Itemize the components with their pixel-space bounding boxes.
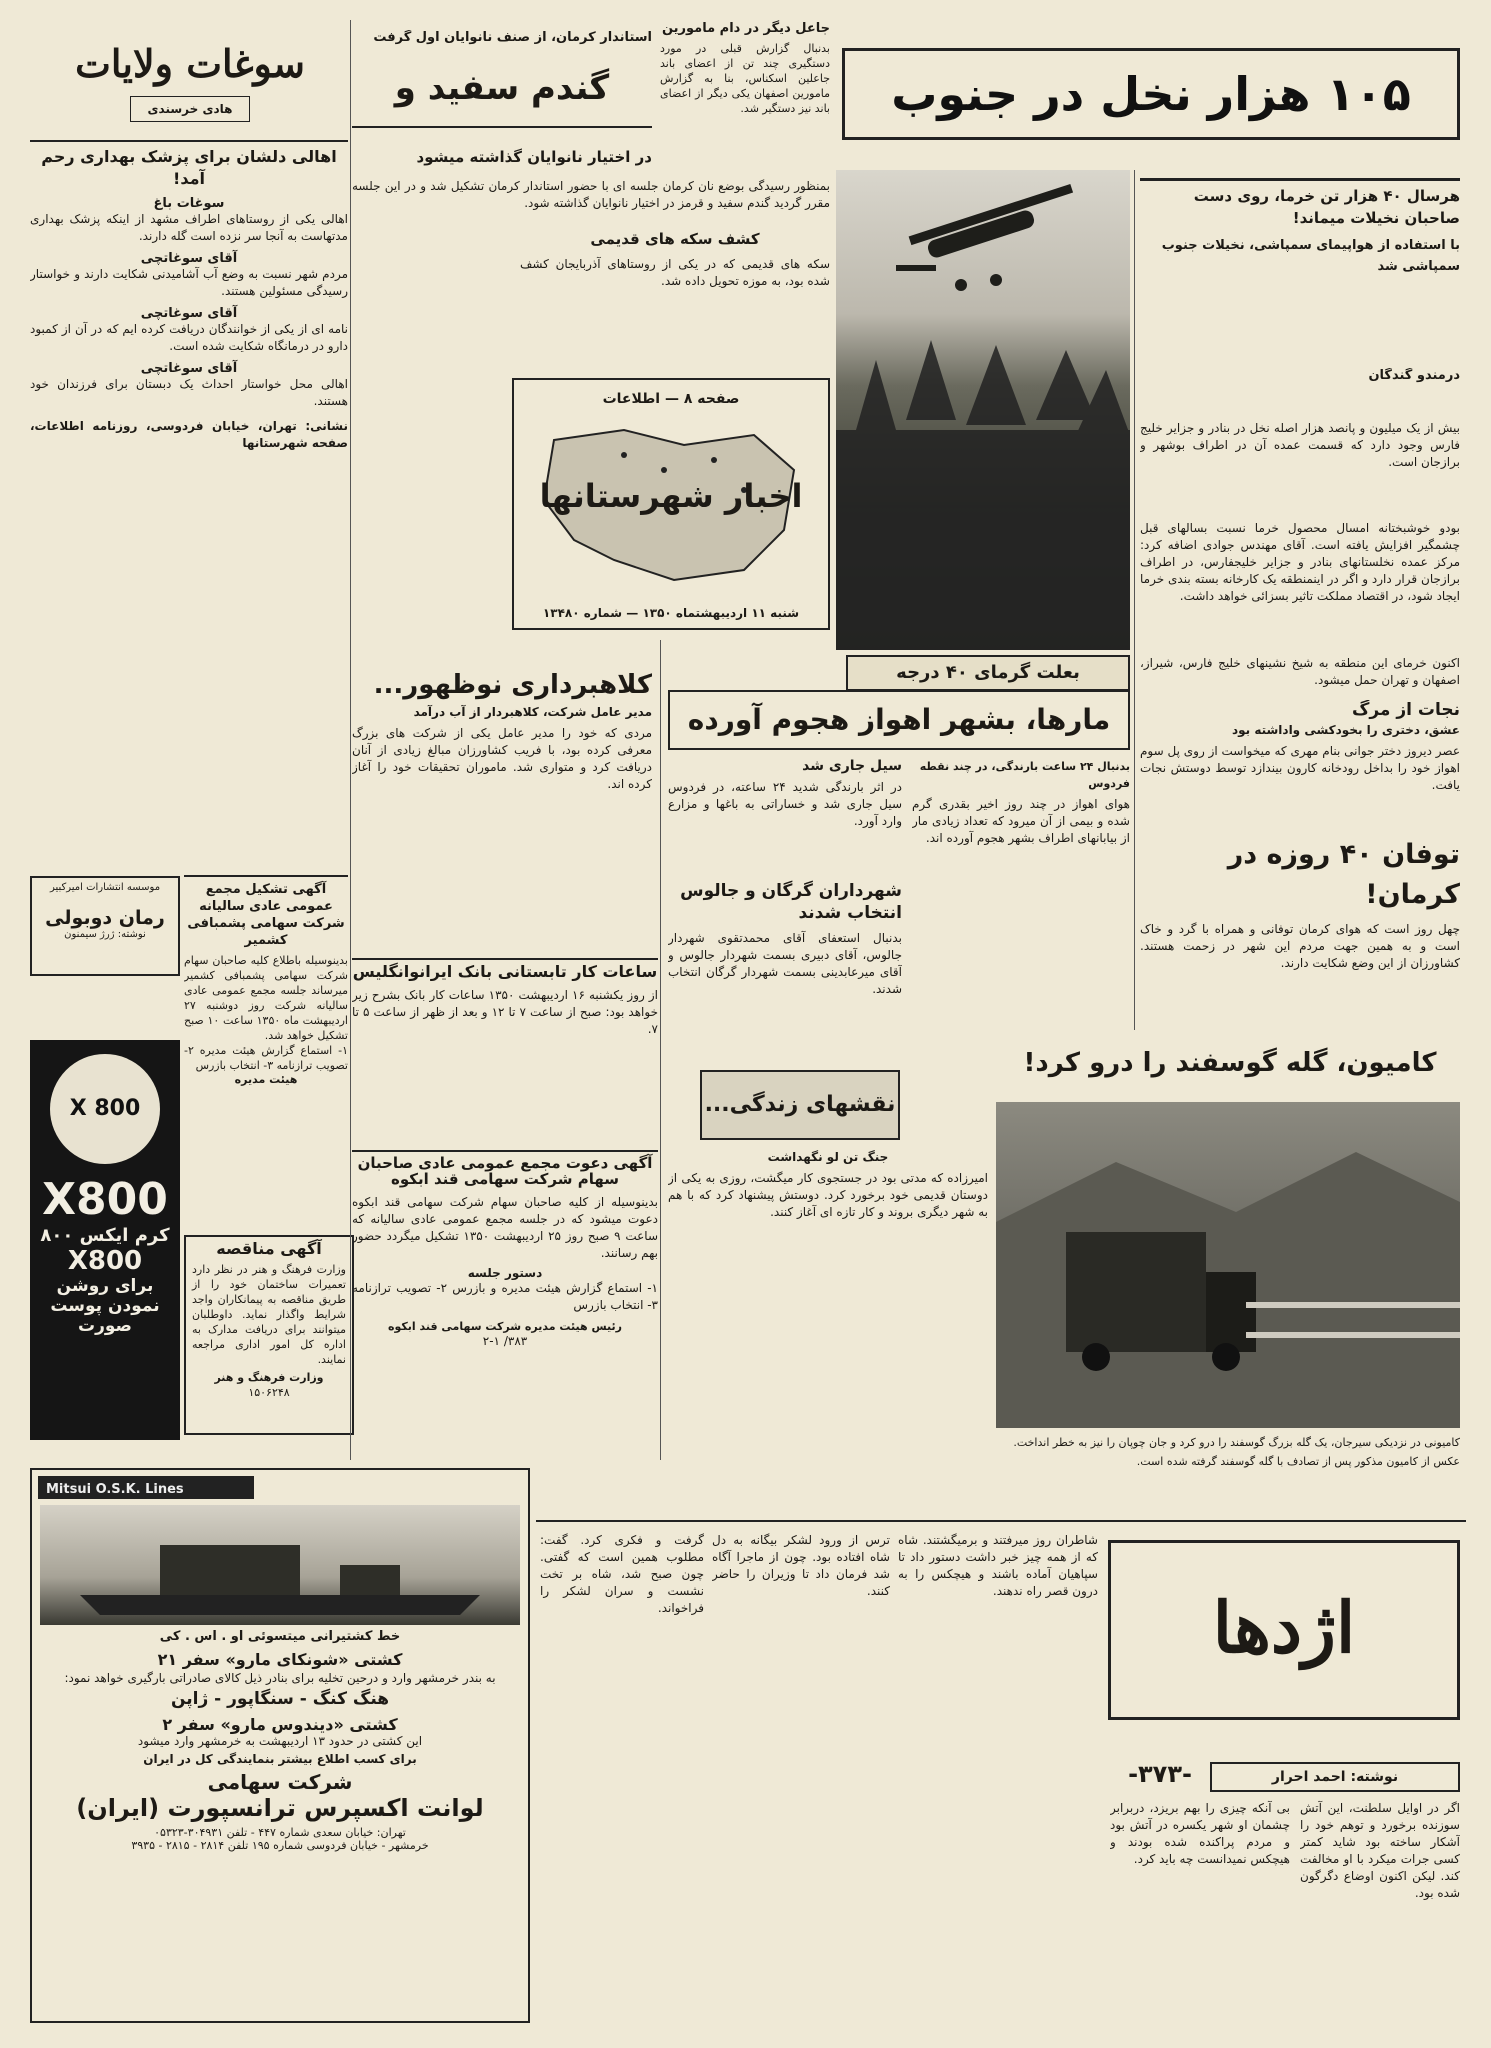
badge-date: شنبه ۱۱ اردیبهشتماه ۱۳۵۰ — شماره ۱۳۴۸۰ (542, 606, 800, 621)
shipping-address: تهران: خیابان سعدی شماره ۴۴۷ - تلفن ۳۰۴۹۳۱-۰۵۳۲۳ (154, 1826, 406, 1839)
doctors-section-text: اهالی یکی از روستاهای اطراف مشهد از اینکه پزشک بهداری مدتهاست به آنجا سر نزده است گله دارند. (30, 212, 348, 243)
x800-ad (30, 1040, 180, 1440)
kashmir-meeting-text: بدینوسیله باطلاع کلیه صاحبان سهام شرکت سهامی پشمبافی کشمیر میرساند جلسه مجمع عمومی عادی سالیانه شرکت روز دوشنبه ۲۷ اردیبهشت ماه ۱۳۵۰ ساعت ۱۰ صبح تشکیل خواهد شد. (184, 954, 348, 1042)
x800-line4: نمودن پوست (50, 1296, 160, 1316)
novel-ad (30, 876, 180, 976)
doctors-section-text: مردم شهر نسبت به وضع آب آشامیدنی شکایت دارند و خواستار رسیدگی مسئولین هستند. (30, 267, 348, 298)
truck-caption-text-2: عکس از کامیون مذکور پس از تصادف با گله گوسفند گرفته شده است. (1136, 1455, 1460, 1468)
life-roles-text: امیرزاده که مدتی بود در جستجوی کار میگشت، روزی به یکی از دوستان قدیمی خود برخورد کرد. دوستش پیشنهاد کرد که با هم به شهر دیگری بروند و کار تازه ای آغاز کنند. (668, 1171, 988, 1219)
truck-headline-wrap (1000, 1040, 1460, 1088)
voyage2-title: کشتی «دیندوس مارو» سفر ۲ (162, 1715, 398, 1734)
kerman-storm-headline: توفان ۴۰ روزه در کرمان! (1227, 839, 1460, 910)
wheat-kicker: استاندار کرمان، از صنف نانوایان اول گرفت (373, 30, 652, 45)
wheat-headline-box (352, 52, 652, 128)
ports: هنگ کنگ - سنگاپور - ژاپن (170, 1689, 390, 1709)
tender-title: آگهی مناقصه (216, 1239, 322, 1258)
truck-photo (996, 1102, 1460, 1428)
doctors-section-head: سوغات باغ (153, 196, 225, 211)
shipping-info: برای کسب اطلاع بیشتر بنمایندگی کل در ایران (143, 1752, 417, 1766)
snakes-col2 (668, 758, 902, 878)
serial-col3-text: شاطران روز میرفتند و برمیگشتند. شاه که از همه چیز خبر داشت دستور داد تا سپاهیان آماده باشند و هیچکس را به درون قصر راه ندهند. (898, 1533, 1098, 1598)
bank-hours-headline: ساعات کار تابستانی بانک ایرانوانگلیس (352, 962, 658, 981)
wheat-text-p: بمنظور رسیدگی بوضع نان کرمان جلسه ای با حضور استاندار کرمان تشکیل شد و در این جلسه مقرر گردید گندم سفید و قرمز در اختیار نانوایان گذاشته شود. (352, 179, 830, 210)
x800-jar-brand: X 800 (69, 1096, 141, 1121)
snakes-col1-head: بدنبال ۲۴ ساعت بارندگی، در چند نقطه فردوس (919, 760, 1130, 790)
shipping-company2: لوانت اکسپرس ترانسپورت (ایران) (76, 1794, 484, 1822)
serial-col5-text: گرفت و فکری کرد. گفت: مطلوب همین است که گفتی. چون صبح شد، شاه بر تخت نشست و سران لشکر را فراخواند. (540, 1533, 704, 1615)
rescue-subhead: عشق، دختری را بخودکشی واداشته بود (1231, 723, 1460, 737)
x800-line2: X800 (67, 1246, 143, 1276)
ship-photo (40, 1505, 520, 1625)
voyage2-text: این کشتی در حدود ۱۳ اردیبهشت به خرمشهر وارد میشود (137, 1734, 423, 1748)
mayors-headline: شهرداران گرگان و جالوس انتخاب شدند (680, 881, 902, 923)
serial-col1-text: اگر در اوایل سلطنت، این آتش سوزنده برخورد و توهم خود را آشکار ساخته بود شاید کمتر کسی جرات میکرد با او مخالفت کند. لیکن اکنون اوضاع دگرگون شده بود. (1300, 1801, 1460, 1900)
top-story-headline: ۱۰۵ هزار نخل در جنوب (891, 67, 1411, 121)
tender-block (184, 1235, 354, 1435)
shipping-brand-bar (38, 1476, 254, 1499)
tender-code: ۱۵۰۶۲۴۸ (248, 1385, 290, 1399)
serial-col3 (898, 1532, 1098, 2022)
mayors-block (668, 880, 902, 1100)
kashmir-meeting-block (184, 875, 348, 1220)
top-story-paras-visible (1140, 520, 1460, 660)
masthead-editor-box (130, 96, 250, 122)
tender-text: وزارت فرهنگ و هنر در نظر دارد تعمیرات ساختمان خود را از طریق مناقصه به پیمانکاران واجد شرایط واگذار نماید. داوطلبان میتوانند برای دریافت مدارک به اداره کل امور اداری مراجعه نمایند. (192, 1262, 346, 1366)
doctors-section-3 (30, 361, 348, 410)
top-story-para1: بودو خوشبختانه امسال محصول خرما نسبت بسالهای قبل چشمگیر افزایش یافته است. آقای مهندس جوادی اضافه کرد: مرکز عمده نخلستانهای بنادر و جزایر خلیجفارس، در اطراف برازجان قرار دارد و اگر در اینمنطقه یک کارخانه بسته بندی خرما ایجاد شود، در اقتصاد مملکت تاثیر بسزائی خواهد داشت. (1140, 521, 1460, 603)
novel-ad-author: نوشته: ژرژ سیمنون (64, 929, 146, 940)
wheat-text (352, 178, 830, 238)
serial-title-box (1108, 1540, 1460, 1720)
serial-title: اژدها (1212, 1586, 1356, 1669)
serial-number: -۳۷۳- (1128, 1760, 1192, 1788)
rule-1 (350, 20, 351, 1460)
doctors-section-0 (30, 196, 348, 245)
kerman-storm-block (1140, 835, 1460, 1035)
doctors-section-head: آقای سوغاتچی (140, 251, 238, 266)
bank-hours-text: از روز یکشنبه ۱۶ اردیبهشت ۱۳۵۰ ساعات کار بانک بشرح زیر خواهد بود: صبح از ساعت ۷ تا ۱۲ و بعد از ظهر از ساعت ۵ تا ۷. (352, 987, 658, 1036)
badge-title: اخبار شهرستانها (539, 477, 803, 515)
jail-block (660, 20, 830, 200)
truck-caption (996, 1435, 1460, 1515)
rule-2 (660, 640, 661, 1460)
snakes-col2-text: در اثر بارندگی شدید ۲۴ ساعته، در فردوس سیل جاری شد و خساراتی به باغها و مزارع وارد آورد. (668, 780, 902, 828)
top-story-lead-text: با استفاده از هواپیمای سمپاشی، نخیلات جنوب سمپاشی شد (1161, 238, 1460, 274)
racket-block (352, 672, 652, 952)
mayors-text: بدنبال استعفای آقای محمدتقوی شهردار جالوس، آقای دبیری بسمت شهردار جالوس و آقای میرعابدینی بسمت شهردار گرگان انتخاب شدند. (668, 931, 902, 996)
kerman-storm-text: چهل روز است که هوای کرمان توفانی و همراه با گرد و خاک است و به همین جهت مردم این شهر در زحمت هستند. کشاورزان از این وضع شکایت دارند. (1140, 922, 1460, 970)
serial-col4 (712, 1532, 890, 2022)
ship-caption: خط کشتیرانی میتسوئی او . اس . کی (159, 1629, 401, 1644)
serial-col5 (540, 1532, 704, 2022)
snakes-kicker: بعلت گرمای ۴۰ درجه (896, 662, 1080, 683)
x800-jar (50, 1054, 160, 1164)
coins-text (520, 256, 830, 356)
kashmir-meeting-agenda: ۱- استماع گزارش هیئت مدیره ۲- تصویب ترازنامه ۳- انتخاب بازرس (184, 1044, 348, 1072)
shipping-branches: خرمشهر - خیابان فردوسی شماره ۱۹۵ تلفن ۲۸۱۴ - ۲۸۱۵ - ۳۹۳۵ (131, 1839, 429, 1852)
top-story-para3: بیش از یک میلیون و پانصد هزار اصله نخل در بنادر و جزایر خلیج فارس وجود دارد که قسمت عمده آن در اطراف بوشهر و برازجان است. (1140, 421, 1460, 469)
assembly-block (352, 1150, 658, 1440)
assembly-agenda-head: دستور جلسه (467, 1265, 543, 1280)
serial-author-box (1210, 1762, 1460, 1792)
provincial-badge (512, 378, 830, 630)
truck-silhouette-icon (996, 1102, 1460, 1428)
assembly-text: بدینوسیله از کلیه صاحبان سهام شرکت سهامی قند ابکوه دعوت میشود که در جلسه مجمع عمومی عادی سالیانه که ساعت ۹ صبح روز ۲۵ اردیبهشت ۱۳۵۰ تشکیل میگردد حضور بهم رسانند. (352, 1194, 658, 1260)
tender-sign: وزارت فرهنگ و هنر (214, 1370, 324, 1384)
doctors-block (30, 140, 348, 860)
snakes-headline: مارها، بشهر اهواز هجوم آورده (687, 703, 1111, 736)
x800-line3: برای روشن (56, 1276, 154, 1296)
rule-3 (1134, 170, 1135, 1030)
truck-headline: کامیون، گله گوسفند را درو کرد! (1023, 1048, 1437, 1078)
badge-top-label: صفحه ۸ — اطلاعات (602, 391, 740, 407)
coins-headline: کشف سکه های قدیمی (590, 230, 760, 248)
x800-big: X800 (42, 1174, 168, 1225)
snakes-col2-head: سیل جاری شد (802, 758, 902, 774)
top-story-headline-box (842, 48, 1460, 140)
kashmir-meeting-sign: هیئت مدیره (234, 1073, 298, 1086)
shipping-company1: شرکت سهامی (207, 1770, 353, 1794)
plane-silhouette-icon (836, 170, 1130, 650)
kashmir-meeting-headline: آگهی تشکیل مجمع عمومی عادی سالیانه شرکت سهامی پشمبافی کشمیر (187, 882, 345, 948)
shipping-ad (30, 1468, 530, 2023)
serial-col1 (1300, 1800, 1460, 2020)
top-story-subhead: درمندو گندگان (1368, 368, 1460, 383)
bank-hours-block (352, 958, 658, 1118)
masthead-editor: هادی خرسندی (147, 102, 233, 116)
snakes-col1-text: هوای اهواز در چند روز اخیر بقدری گرم شده و بیمی از آن میرود که تعداد زیادی مار از بیابانهای اطراف بشهر هجوم آورده اند. (912, 797, 1130, 845)
serial-col4-text: ترس از ورود لشکر بیگانه به دل شاه افتاده بود. چون از ماجرا آگاه شد فرمان داد تا وزیران را حاضر کنند. (712, 1533, 890, 1598)
doctors-closing: نشانی: تهران، خیابان فردوسی، روزنامه اطلاعات، صفحه شهرستانها (30, 419, 348, 450)
doctors-section-text: نامه ای از یکی از خوانندگان دریافت کرده ایم که در آن از کمبود دارو در درمانگاه شکایت شده است. (30, 322, 348, 353)
racket-sub: مدیر عامل شرکت، کلاهبردار از آب درآمد (413, 705, 652, 720)
top-story-lead-bold: هرسال ۴۰ هزار تن خرما، روی دست صاحبان نخیلات میماند! (1140, 178, 1460, 229)
rescue-text: عصر دیروز دختر جوانی بنام مهری که میخواست از روی پل سوم اهواز خود را بداخل رودخانه کارون بیندازد توسط دوستش نجات یافت. (1140, 744, 1460, 792)
plane-photo (836, 170, 1130, 650)
novel-ad-org: موسسه انتشارات امیرکبیر (49, 882, 161, 893)
jail-text: بدنبال گزارش قبلی در مورد دستگیری چند تن از اعضای باند جاعلین اسکناس، بنا به گزارش مامورین اصفهان یکی دیگر از اعضای باند نیز دستگیر شد. (660, 42, 830, 115)
masthead-logo: سوغات ولایات (75, 41, 305, 86)
x800-line5: صورت (78, 1316, 132, 1336)
life-roles-title: نقشهای زندگی... (704, 1092, 896, 1117)
racket-text: مردی که خود را مدیر عامل یکی از شرکت های بزرگ معرفی کرده بود، با فریب کشاورزان مبالغ زیادی از آنان دریافت کرد و متواری شد. ماموران تحقیقات خود را آغاز کرده اند. (352, 726, 652, 792)
wheat-continued (352, 240, 512, 640)
wheat-sub: در اختیار نانوایان گذاشته میشود (416, 148, 652, 166)
doctors-section-1 (30, 251, 348, 300)
jail-headline: جاعل دیگر در دام مامورین (661, 21, 830, 36)
x800-line1: کرم ایکس ۸۰۰ (40, 1225, 170, 1246)
assembly-sign: رئیس هیئت مدیره شرکت سهامی قند ابکوه (388, 1319, 622, 1333)
doctors-section-head: آقای سوغاتچی (140, 306, 238, 321)
doctors-section-2 (30, 306, 348, 355)
life-roles-title-box (700, 1070, 900, 1140)
snakes-headline-box (668, 690, 1130, 750)
life-roles-body (668, 1150, 988, 1430)
bottom-rule (536, 1520, 1466, 1522)
shipping-brand: Mitsui O.S.K. Lines (46, 1482, 184, 1497)
serial-author: نوشته: احمد احرار (1271, 1769, 1399, 1785)
rescue-headline: نجات از مرگ (1351, 700, 1460, 720)
ship-silhouette-icon (40, 1505, 520, 1625)
truck-caption-text: کامیونی در نزدیکی سیرجان، یک گله بزرگ گوسفند را درو کرد و جان چوپان را نیز به خطر انداخت. (1013, 1436, 1460, 1449)
top-story-paras-visible-2 (1140, 655, 1460, 701)
novel-ad-title: رمان دوبولی (45, 907, 165, 929)
snakes-kicker-box (846, 655, 1130, 691)
life-roles-sub: جنگ تن لو نگهداشت (767, 1150, 889, 1164)
serial-col2 (1110, 1800, 1290, 2020)
serial-col2-text: بی آنکه چیزی را بهم بریزد، دربرابر چشمان او شهر یکسره در آتش بود و مردم پراکنده شده بودند و هیچکس نمیدانست چه باید کرد. (1110, 1801, 1290, 1866)
racket-headline: کلاهبرداری نوظهور... (373, 672, 652, 700)
voyage1-text: به بندر خرمشهر وارد و درحین تخلیه برای بنادر ذیل کالای صادراتی بارگیری خواهد نمود: (64, 1671, 496, 1685)
masthead (30, 34, 350, 134)
assembly-agenda: ۱- استماع گزارش هیئت مدیره و بازرس ۲- تصویب ترازنامه ۳- انتخاب بازرس (352, 1280, 658, 1312)
assembly-headline: آگهی دعوت مجمع عمومی عادی صاحبان سهام شرکت سهامی قند ابکوه (357, 1154, 653, 1188)
doctors-headline: اهالی دلشان برای پزشک بهداری رحم آمد! (41, 147, 337, 188)
doctors-section-head: آقای سوغاتچی (140, 361, 238, 376)
top-story-para2: اکنون خرمای این منطقه به شیخ نشینهای خلیج فارس، شیراز، اصفهان و تهران حمل میشود. (1140, 656, 1460, 687)
coins-text-p: سکه های قدیمی که در یکی از روستاهای آذربایجان کشف شده بود، به موزه تحویل داده شد. (520, 257, 830, 288)
wheat-headline: گندم سفید و (394, 68, 610, 108)
snakes-col1 (912, 758, 1130, 1058)
voyage1-title: کشتی «شونکای مارو» سفر ۲۱ (157, 1650, 403, 1669)
assembly-code: ۳۸۳/ ۲-۱ (482, 1333, 528, 1348)
rescue-box (1140, 700, 1460, 820)
doctors-section-text: اهالی محل خواستار احداث یک دبستان برای فرزندان خود هستند. (30, 377, 348, 408)
